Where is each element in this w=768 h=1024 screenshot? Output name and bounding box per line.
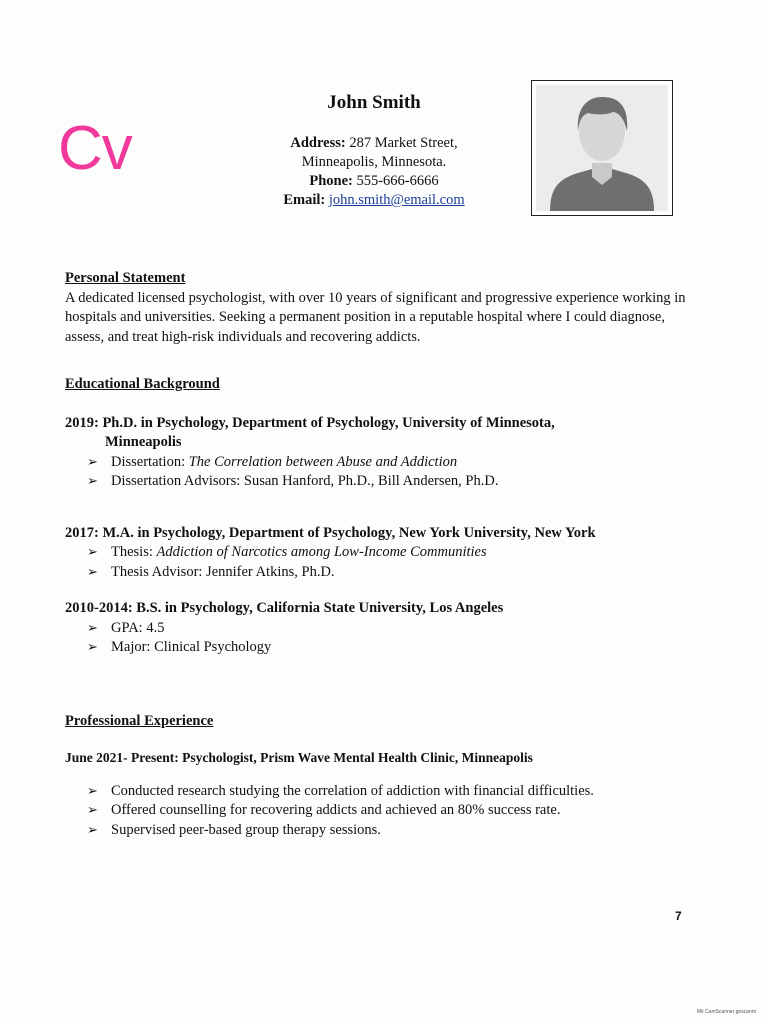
contact-block	[250, 134, 498, 210]
list-item	[87, 543, 690, 563]
experience-section	[65, 712, 690, 841]
degree-details	[65, 543, 690, 582]
scanner-watermark: Mit CamScanner gescannt	[697, 1009, 756, 1015]
cv-logo: Cv	[58, 114, 132, 183]
job-heading: June 2021- Present: Psychologist, Prism Wave Mental Health Clinic, Minneapolis	[65, 750, 533, 765]
address-line-1	[250, 134, 498, 153]
detail-label: GPA: 4.5	[111, 619, 165, 636]
education-title: Educational Background	[65, 376, 220, 392]
resume-body	[65, 269, 690, 840]
phone-value: 555-666-6666	[356, 173, 439, 189]
phone-label: Phone:	[309, 173, 353, 189]
education-section	[65, 375, 690, 658]
experience-title: Professional Experience	[65, 712, 214, 729]
personal-statement-text: A dedicated licensed psychologist, with over 10 years of significant and progressive experience working in hospitals and universities. Seeking a permanent position in a reputable hospital where I could diagnose, assess, and treat high-risk individuals and recovering addicts.	[65, 289, 686, 345]
list-item	[87, 619, 690, 639]
profile-photo	[531, 80, 673, 216]
address-street: 287 Market Street,	[349, 135, 458, 151]
list-item	[87, 563, 690, 583]
list-item: ➢ Conducted research studying the correlation of addiction with financial difficulties.	[87, 782, 690, 802]
education-entry	[65, 414, 690, 492]
detail-label: Dissertation:	[111, 453, 189, 470]
detail-value: The Correlation between Abuse and Addiction	[188, 453, 458, 470]
list-item	[87, 472, 690, 492]
list-item	[87, 453, 690, 473]
list-item: ➢ Supervised peer-based group therapy sessions.	[87, 821, 690, 841]
personal-statement-section	[65, 269, 690, 347]
candidate-name: John Smith	[327, 92, 421, 113]
detail-label: Thesis Advisor: Jennifer Atkins, Ph.D.	[111, 563, 335, 580]
email-label: Email:	[283, 192, 326, 208]
education-entry	[65, 524, 690, 583]
degree-heading: 2010-2014: B.S. in Psychology, California State University, Los Angeles	[65, 600, 504, 616]
address-label: Address:	[290, 135, 346, 151]
education-entry	[65, 599, 690, 658]
degree-heading: 2017: M.A. in Psychology, Department of Psychology, New York University, New York	[65, 524, 596, 541]
list-item	[87, 638, 690, 658]
list-item: ➢ Offered counselling for recovering addicts and achieved an 80% success rate.	[87, 801, 690, 821]
detail-value: Addiction of Narcotics among Low-Income Communities	[156, 544, 487, 560]
degree-heading: 2019: Ph.D. in Psychology, Department of Psychology, University of Minnesota,	[65, 414, 555, 431]
detail-label: Major: Clinical Psychology	[111, 639, 272, 655]
job-duties	[65, 782, 690, 841]
contact-header	[250, 92, 498, 210]
personal-statement-title: Personal Statement	[65, 270, 186, 286]
detail-label: Dissertation Advisors: Susan Hanford, Ph.D., Bill Andersen, Ph.D.	[111, 473, 499, 489]
page-number: 7	[675, 909, 682, 923]
detail-label: Thesis:	[111, 544, 157, 560]
phone-line	[250, 172, 498, 191]
degree-details	[65, 619, 690, 658]
address-line-2: Minneapolis, Minnesota.	[301, 154, 447, 170]
degree-heading-cont: Minneapolis	[105, 434, 182, 450]
degree-details	[65, 453, 690, 492]
avatar-placeholder-icon	[536, 85, 668, 211]
email-link[interactable]: john.smith@email.com	[328, 192, 465, 208]
email-line	[250, 191, 498, 210]
